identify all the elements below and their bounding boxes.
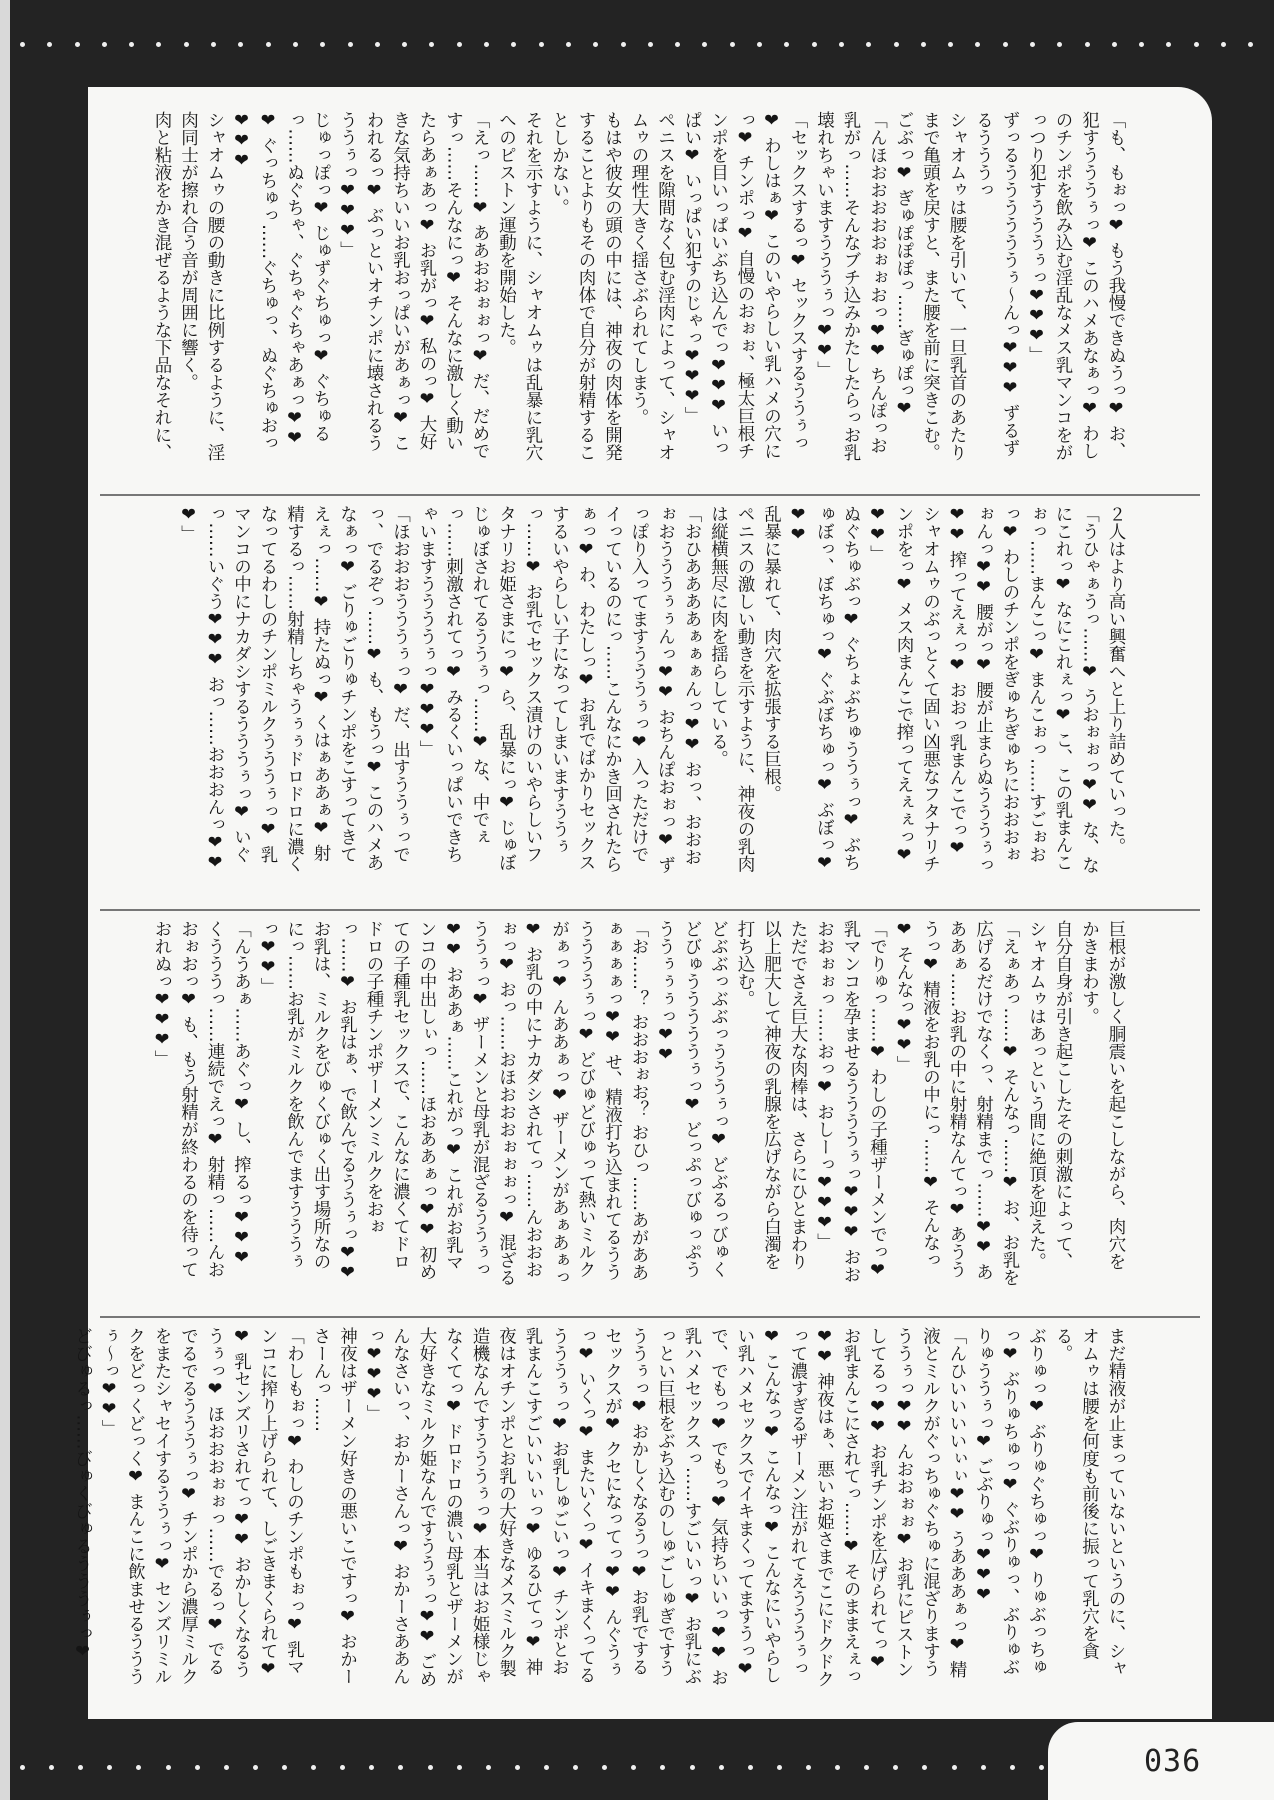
border-dot: [486, 1765, 491, 1770]
border-dot: [1139, 42, 1144, 47]
border-dot: [136, 1765, 141, 1770]
border-dot: [835, 1765, 840, 1770]
border-dot: [311, 1765, 316, 1770]
border-dot: [428, 1765, 433, 1770]
border-dot: [539, 42, 544, 47]
border-dot: [166, 1765, 171, 1770]
page-number-box: [1048, 1722, 1274, 1800]
border-dot: [78, 1765, 83, 1770]
border-dot: [1030, 42, 1035, 47]
border-dot: [981, 1765, 986, 1770]
border-dot: [340, 1765, 345, 1770]
band-1-text: 「も、もぉっ❤ もう我慢できぬうっ❤ お、犯すうううぅっ❤ このハメあなぁっ❤ わしのチンポを飲み込む淫乱なメス乳マンコをがっつり犯すうううぅっ❤❤❤」 ずっるううううううぅ〜んっ❤❤❤ ずるずるうううっ シャオムゥは腰を引いて、一旦乳首のあたりまで亀頭を戻すと、また腰を前に突きこむ。 ごぶっ❤ ぎゅぽぽぽっ……ぎゅぽっ❤ 「んほおおおおおぉぉおっ❤❤ ちんぽっお乳がっ……そんなブチ込みかたしたらっお乳壊れちゃいますうううぅっ❤❤」 「セックスするっ❤ セックスするううぅっ❤ わしはぁ❤ このいやらしい乳ハメの穴にっ❤ チンポっ❤ 自慢のおぉぉ、極太巨根チンポを目いっぱいぶち込んでっ❤❤❤ いっぱい❤ いっぱい犯すのじゃっ❤❤❤」 ペニスを隙間なく包む淫肉によって、シャオムゥの理性大きく揺さぶられてしまう。 もはや彼女の頭の中には、神夜の肉体を開発することよりもその肉体で自分が射精することしかない。 それを示すように、シャオムゥは乱暴に乳穴へのピストン運動を開始した。 「えっ……❤ ああおおぉぉっ❤ だ、だめですっ……そんなにっ❤ そんなに激しく動いたらあぁあっ❤ お乳がっ❤ 私のっ❤ 大好きな気持ちいいお乳おっぱいがあぁっ❤ こわれるっ❤ ぶっといオチンポに壊されるうううぅっ❤❤❤」 じゅっぽっ❤ じゅずぐちゅっ❤ ぐちゅるっ……ぬぐちゃ、ぐちゃぐちゃあぁっ❤❤❤ ぐっちゅっ……ぐちゅっ、ぬぐちゅおっ❤❤❤ シャオムゥの腰の動きに比例するように、淫肉同士が擦れ合う音が周囲に響く。 肉と粘液をかき混ぜるような下品なそれに、: [152, 111, 1126, 461]
border-dot: [922, 1765, 927, 1770]
band-divider: [100, 1316, 1200, 1318]
border-dot: [102, 42, 107, 47]
border-dot: [648, 42, 653, 47]
scan-edge: [0, 0, 10, 1800]
border-dot: [1194, 42, 1199, 47]
border-dot: [184, 42, 189, 47]
border-dot: [660, 1765, 665, 1770]
border-dot: [515, 1765, 520, 1770]
border-dot: [593, 42, 598, 47]
border-dot: [457, 42, 462, 47]
border-dot: [49, 1765, 54, 1770]
border-dot: [1057, 42, 1062, 47]
text-band-2: [118, 505, 1182, 879]
border-dot: [511, 42, 516, 47]
border-dot: [1112, 42, 1117, 47]
border-dot: [129, 42, 134, 47]
border-dot: [1166, 42, 1171, 47]
border-dot: [238, 42, 243, 47]
border-dot: [156, 42, 161, 47]
text-band-4: [72, 1327, 1182, 1692]
border-dot: [369, 1765, 374, 1770]
border-dot: [1039, 1765, 1044, 1770]
border-dot: [777, 1765, 782, 1770]
bottom-dot-border: [20, 1765, 1044, 1773]
border-dot: [47, 42, 52, 47]
border-dot: [921, 42, 926, 47]
border-dot: [544, 1765, 549, 1770]
text-panel: [72, 87, 1212, 1719]
border-dot: [602, 1765, 607, 1770]
border-dot: [1221, 42, 1226, 47]
border-dot: [195, 1765, 200, 1770]
border-dot: [719, 1765, 724, 1770]
border-dot: [948, 42, 953, 47]
border-dot: [864, 1765, 869, 1770]
top-dot-border: [20, 42, 1254, 50]
border-dot: [784, 42, 789, 47]
border-dot: [429, 42, 434, 47]
border-dot: [402, 42, 407, 47]
border-dot: [20, 42, 25, 47]
border-dot: [1248, 42, 1253, 47]
border-dot: [1085, 42, 1090, 47]
border-dot: [631, 1765, 636, 1770]
border-dot: [293, 42, 298, 47]
band-divider: [100, 909, 1200, 911]
border-dot: [224, 1765, 229, 1770]
border-dot: [20, 1765, 25, 1770]
border-dot: [1003, 42, 1008, 47]
border-dot: [266, 42, 271, 47]
band-4-text: まだ精液が止まっていないというのに、シャオムゥは腰を何度も前後に振って乳穴を貪る。 ぶりゅっ❤ ぶりゅぐちゅっ❤ りゅぶっちゅっ❤ ぶりゅちゅっ❤ ぐぶりゅっ、ぶりゅぶりゅううぅっ❤ ごぶりゅっ❤❤❤ 「んひいいいいぃぃ❤❤ うあああぁっ❤ 精液とミルクがぐっちゅぐちゅに混ざりますうううぅっ❤❤ んおおぉぉ❤ お乳にピストンしてるっ❤❤ お乳チンポを広げられてっ❤ お乳まんこにされてっ……❤ そのままえぇっ❤❤ 神夜はぁ、悪いお姫さまでこにドクドクって濃すぎるザーメン注がれてえうううぅっ❤ こんなっ❤ こんなっ❤ こんなにいやらしい乳ハメセックスでイキまくってますうっ❤ で、でもっ❤ でもっ❤ 気持ちいいっ❤❤ お乳ハメセックスっ……すごいいっ❤ お乳にぶっとい巨根をぶち込むのしゅごしゅぎですうううぅっ❤ おかしくなるうっ❤ お乳でするセックスが❤ クセになってっ❤❤ んぐうぅっ❤ いくっ❤ またいくっ❤ イキまくってるうううぅっ❤ お乳しゅごいっ❤ チンポとお乳まんこすごいいいぃっ❤ ゆるひてっ❤ 神夜はオチンポとお乳の大好きなメスミルク製造機なんですうううぅっ❤ 本当はお姫様じゃなくてっ❤ ドロドロの濃い母乳とザーメンが大好きなミルク姫なんですううぅっ❤❤ ごめんなさいっ、おかーさんっ❤ おかーさああんっ❤❤❤」 神夜はザーメン好きの悪いこですっ❤ おかーさーんっ…… 「わしもぉっ❤ わしのチンポもぉっ❤ 乳マンコに搾り上げられて、しごきまくられて❤❤ 乳センズリされてっ❤❤ おかしくなるううぅっ❤ ほおおおぉぉっ……でるっ❤ でるでるでるうううぅっ❤ チンポから濃厚ミルクをまたシャセイするううぅっ❤ センズリミルクをどっくどっく❤ まんこに飲ませるうううぅ〜っ❤❤」 どびゅるっ……びゅくびゅるうううぅっ❤: [72, 1327, 1126, 1688]
border-dot: [975, 42, 980, 47]
border-dot: [320, 42, 325, 47]
band-2-text: ２人はより高い興奮へと上り詰めていった。 「うひゃぁうっ……❤ うおぉぉっ❤❤ な、なにこれっ❤ なにこれぇっ❤ こ、この乳まんこぉっ……まんこっ❤ まんこぉっ……すごぉおっ❤ わしのチンポをぎゅちぎゅちにおおおぉぉんっ❤❤ 腰がっ❤ 腰が止まらぬうううぅっ❤❤ 搾ってえぇっ❤ おおっ乳まんこでっ❤ シャオムゥのぶっとくて固い凶悪なフタナリチンポをっ❤ メス肉まんこで搾ってえぇぇっ❤❤❤」 ぬぐちゅぶっ❤ ぐちょぶちゅううぅっ❤ ぶちゅぼっ、ぼちゅっ❤ ぐぶぼちゅっ❤ ぶぼっ❤❤❤ 乱暴に暴れて、肉穴を拡張する巨根。 ペニスの激しい動きを示すように、神夜の乳肉は縦横無尽に肉を揺らしている。 「おひああああぁぁぁんっ❤❤ おっ、おおおぉおうううぅぅんっ❤❤ おちんぽおぉっ❤ ずっぽり入ってますうううぅっ❤ 入っただけでイっているのにっ……こんなにかき回されたらぁっ❤ わ、わたしっ❤ お乳でばかりセックスするいやらしい子になってしまいますううぅっ……❤ お乳でセックス漬けのいやらしいフタナリお姫さまにっ❤ ら、乱暴にっ❤ じゅぼじゅぼされてるううぅっ……❤ な、中でぇっ……刺激されてっ❤ みるくいっぱいできちゃいますううううぅっ❤❤❤」 「ほおおおうううぅっ❤ だ、出すううぅっでっ、でるぞっ……❤ も、もうっ❤ このハメあなぁっ❤ ごりゅごりゅチンポをこすってきてえぇっ……❤ 持たぬっ❤ くはぁああぁ❤ 射精するっ……射精しちゃうぅぅドロドロに濃くなってるわしのチンポミルクうううぅっ❤ 乳マンコの中にナカダシするうううぅっ❤ いぐっ……いぐう❤❤❤ おっ……おおおんっ❤❤❤」: [178, 505, 1126, 874]
border-dot: [730, 42, 735, 47]
border-dot: [375, 42, 380, 47]
border-dot: [812, 42, 817, 47]
text-band-3: [118, 920, 1182, 1287]
border-dot: [839, 42, 844, 47]
border-dot: [75, 42, 80, 47]
border-dot: [806, 1765, 811, 1770]
border-dot: [866, 42, 871, 47]
border-dot: [253, 1765, 258, 1770]
border-dot: [893, 1765, 898, 1770]
border-dot: [348, 42, 353, 47]
border-dot: [894, 42, 899, 47]
border-dot: [621, 42, 626, 47]
border-dot: [573, 1765, 578, 1770]
border-dot: [748, 1765, 753, 1770]
border-dot: [566, 42, 571, 47]
border-dot: [675, 42, 680, 47]
border-dot: [398, 1765, 403, 1770]
border-dot: [702, 42, 707, 47]
border-dot: [282, 1765, 287, 1770]
band-3-text: 巨根が激しく胴震いを起こしながら、肉穴をかきまわす。 自分自身が引き起こしたその刺激によって、シャオムゥはあっという間に絶頂を迎えた。 「えぁあっ……❤ そんなっ……❤ お、お乳を広げるだけでなくっ、射精までっ……❤❤ あああぁ……お乳の中に射精なんてっ❤ あうううっ❤ 精液をお乳の中にっ……❤ そんなっ❤ そんなっ❤❤」 「でりゅっ……❤ わしの子種ザーメンでっ❤ 乳マンコを孕ませるううううぅっ❤❤❤ おおおおぉぉっ……おっ❤ おしーっ❤❤❤」 ただでさえ巨大な肉棒は、さらにひとまわり以上肥大して神夜の乳腺を広げながら白濁を打ち込む。 どぶぶっぶぶっうううぅっ❤ どぶるっびゅくどびゅうううううぅっ❤ どっぷっびゅっぷうううぅぅぅっ❤❤ 「お……？ おおおぉお？ おひっ……あがああぁぁぁぁっ❤❤ せ、精液打ち込まれてるううううううぅっ❤ どびゅどびゅって熱いミルクがぁっ❤ んああぁっ❤ ザーメンがあぁあぁっ❤ お乳の中にナカダシされてっ……んおおおぉっ❤ おっ……おほおおおぉぉぉっ❤ 混ざるううぅっ❤ ザーメンと母乳が混ざるううぅっ❤❤ おああぁ……これがっ❤ これがお乳マンコの中出しぃっ……ほおああぁっ❤❤ 初めての子種乳セックスで、こんなに濃くてドロドロの子種チンポザーメンミルクをおぉっ……❤ お乳はぁ、で飲んでるううぅっ❤❤ お乳は、ミルクをびゅくびゅく出す場所なのにっ……お乳がミルクを飲んでますうううぅっ❤❤」 「んうあぁ……あぐっ❤ し、搾るっ❤❤❤ くうううっ……連続でえっ❤ 射精っ……んおおぉおっ❤ も、もう射精が終わるのを待っておれぬっ❤❤❤」: [152, 920, 1126, 1287]
border-dot: [952, 1765, 957, 1770]
border-dot: [107, 1765, 112, 1770]
border-dot: [1010, 1765, 1015, 1770]
border-dot: [457, 1765, 462, 1770]
page-number: 036: [1144, 1744, 1202, 1779]
border-dot: [211, 42, 216, 47]
border-dot: [757, 42, 762, 47]
band-divider: [100, 494, 1200, 496]
border-dot: [690, 1765, 695, 1770]
text-band-1: [118, 111, 1182, 465]
border-dot: [484, 42, 489, 47]
